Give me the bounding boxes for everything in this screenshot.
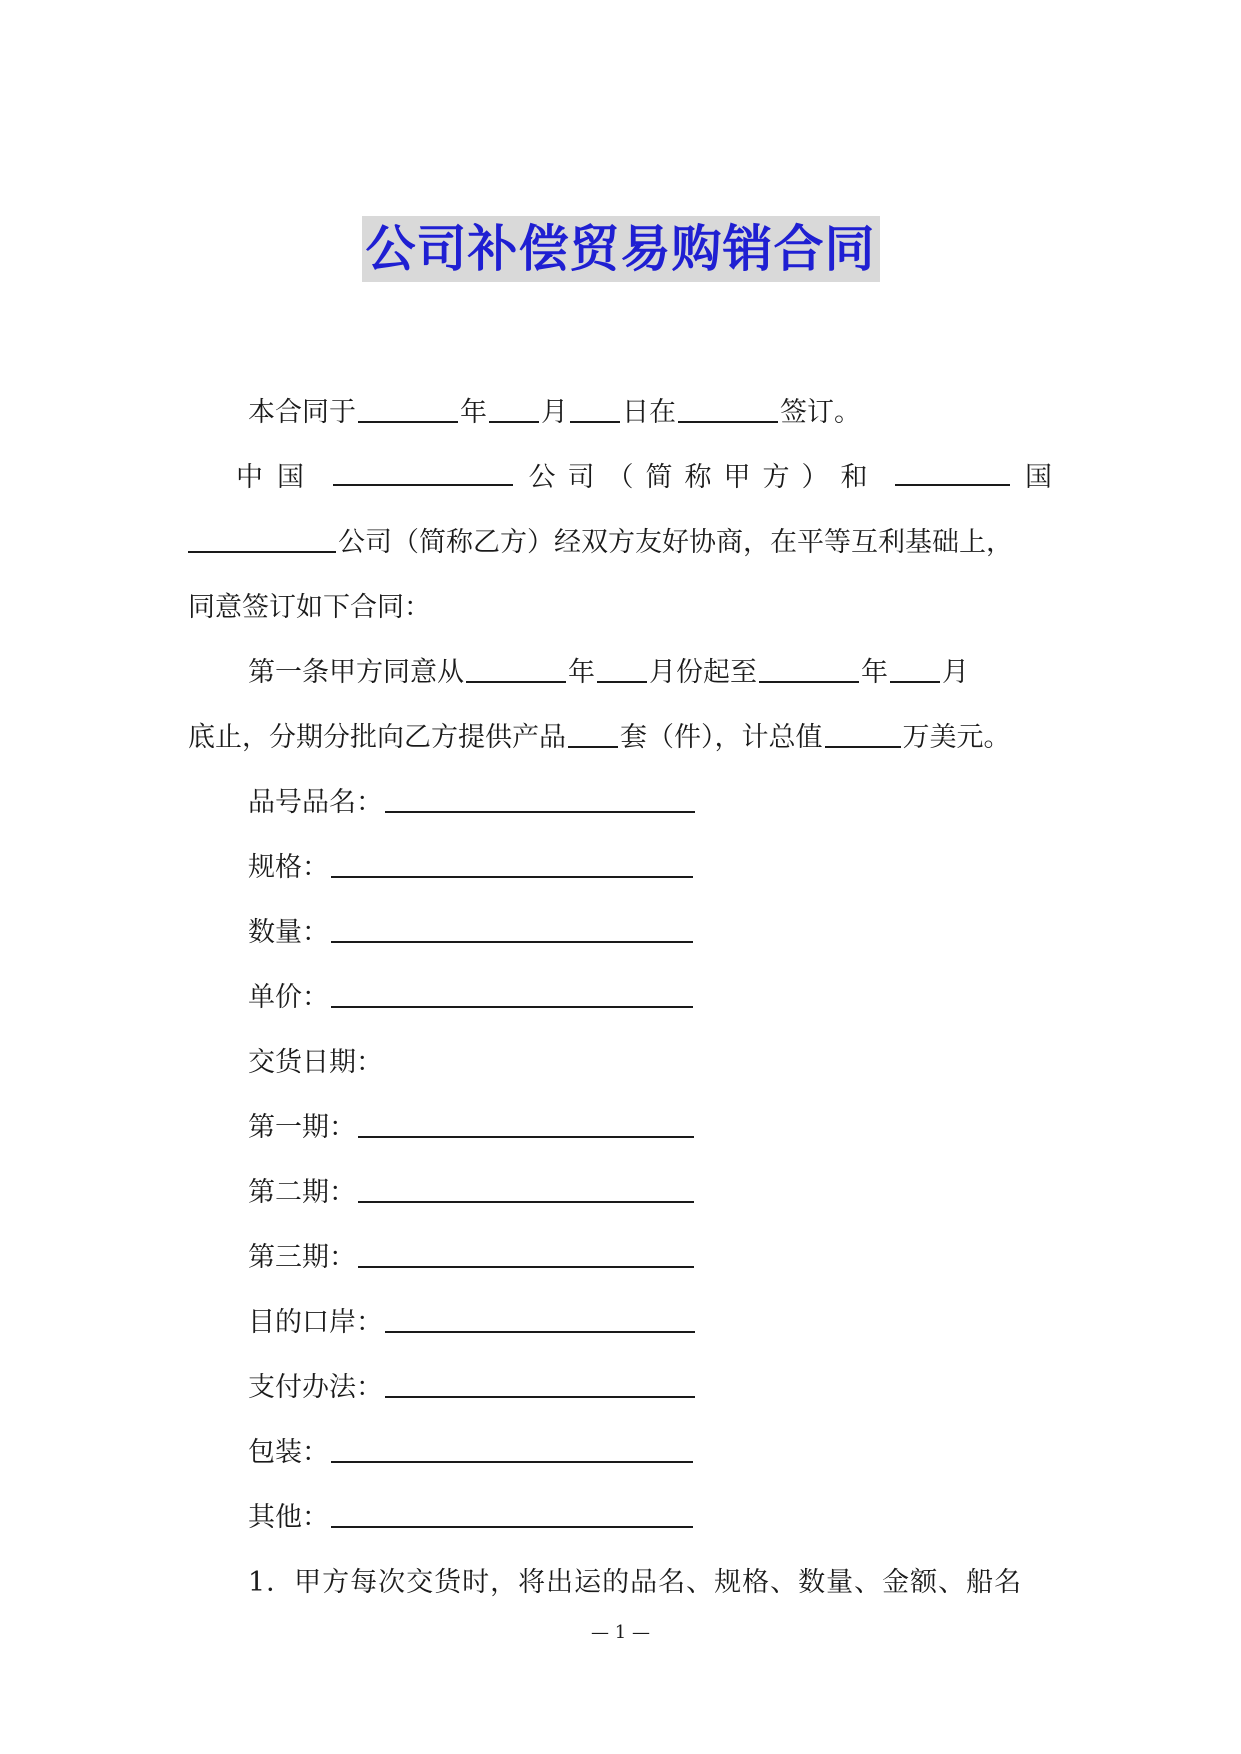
field-payment [188, 1355, 1052, 1420]
field-period-2 [188, 1160, 1052, 1225]
text-segment: 1．甲方每次交货时，将出运的品名、规格、数量、金额、船名 [248, 1567, 1023, 1598]
document-body [188, 380, 1052, 1615]
field-delivery-date [188, 1030, 1052, 1095]
field-quantity [188, 900, 1052, 965]
field-period-3 [188, 1225, 1052, 1290]
field-unit-price [188, 965, 1052, 1030]
field-label: 目的口岸： [248, 1307, 383, 1338]
blank-payment[interactable] [385, 1368, 695, 1398]
field-label: 数量： [248, 917, 329, 948]
blank-place[interactable] [678, 393, 778, 423]
text-segment: 同意签订如下合同： [188, 592, 431, 623]
title-container [0, 216, 1241, 282]
field-label: 单价： [248, 982, 329, 1013]
text-segment: 国 [1025, 462, 1052, 493]
text-segment: 中国 [236, 462, 318, 493]
field-label: 其他： [248, 1502, 329, 1533]
field-destination-port [188, 1290, 1052, 1355]
blank-party-a[interactable] [333, 456, 513, 486]
blank-year[interactable] [358, 393, 458, 423]
field-label: 支付办法： [248, 1372, 383, 1403]
text-segment: 万美元。 [902, 722, 1011, 753]
blank-packaging[interactable] [331, 1433, 693, 1463]
field-label: 规格： [248, 852, 329, 883]
text-segment: 本合同于 [248, 397, 356, 428]
item-1-line [188, 1550, 1052, 1615]
blank-country[interactable] [895, 456, 1010, 486]
parties-line-2 [188, 510, 1052, 575]
text-segment: 年 [460, 397, 487, 428]
text-segment: 套（件），计总值 [620, 722, 823, 753]
blank-period-2[interactable] [358, 1173, 694, 1203]
field-label: 交货日期： [248, 1047, 383, 1078]
blank-quantity[interactable] [331, 913, 693, 943]
text-segment: 公司（简称甲方）和 [528, 462, 880, 493]
blank-other[interactable] [331, 1498, 693, 1528]
page-number: — 1 — [591, 1622, 650, 1643]
blank-end-month[interactable] [890, 653, 940, 683]
field-spec [188, 835, 1052, 900]
blank-product-name[interactable] [385, 783, 695, 813]
blank-spec[interactable] [331, 848, 693, 878]
field-label: 包装： [248, 1437, 329, 1468]
field-period-1 [188, 1095, 1052, 1160]
text-segment: 日在 [622, 397, 676, 428]
blank-period-1[interactable] [358, 1108, 694, 1138]
blank-day[interactable] [570, 393, 620, 423]
field-label: 品号品名： [248, 787, 383, 818]
blank-start-year[interactable] [466, 653, 566, 683]
blank-party-b[interactable] [188, 523, 336, 553]
text-segment: 公司（简称乙方）经双方友好协商，在平等互利基础上， [338, 527, 1013, 558]
text-segment: 月份起至 [649, 657, 757, 688]
contract-date-line [188, 380, 1052, 445]
parties-line-1 [188, 445, 1052, 510]
document-title: 公司补偿贸易购销合同 [362, 216, 880, 282]
article-1-line-2 [188, 705, 1052, 770]
field-product-name [188, 770, 1052, 835]
text-segment: 第一条甲方同意从 [248, 657, 464, 688]
blank-quantity-sets[interactable] [568, 718, 618, 748]
text-segment: 月 [541, 397, 568, 428]
field-label: 第二期： [248, 1177, 356, 1208]
blank-month[interactable] [489, 393, 539, 423]
blank-unit-price[interactable] [331, 978, 693, 1008]
article-1-line-1 [188, 640, 1052, 705]
field-label: 第三期： [248, 1242, 356, 1273]
field-other [188, 1485, 1052, 1550]
blank-end-year[interactable] [759, 653, 859, 683]
blank-start-month[interactable] [597, 653, 647, 683]
blank-period-3[interactable] [358, 1238, 694, 1268]
text-segment: 年 [568, 657, 595, 688]
blank-destination-port[interactable] [385, 1303, 695, 1333]
parties-line-3 [188, 575, 1052, 640]
blank-total-value[interactable] [825, 718, 901, 748]
text-segment: 签订。 [780, 397, 861, 428]
field-packaging [188, 1420, 1052, 1485]
field-label: 第一期： [248, 1112, 356, 1143]
text-segment: 底止，分期分批向乙方提供产品 [188, 722, 566, 753]
text-segment: 年 [861, 657, 888, 688]
text-segment: 月 [942, 657, 969, 688]
